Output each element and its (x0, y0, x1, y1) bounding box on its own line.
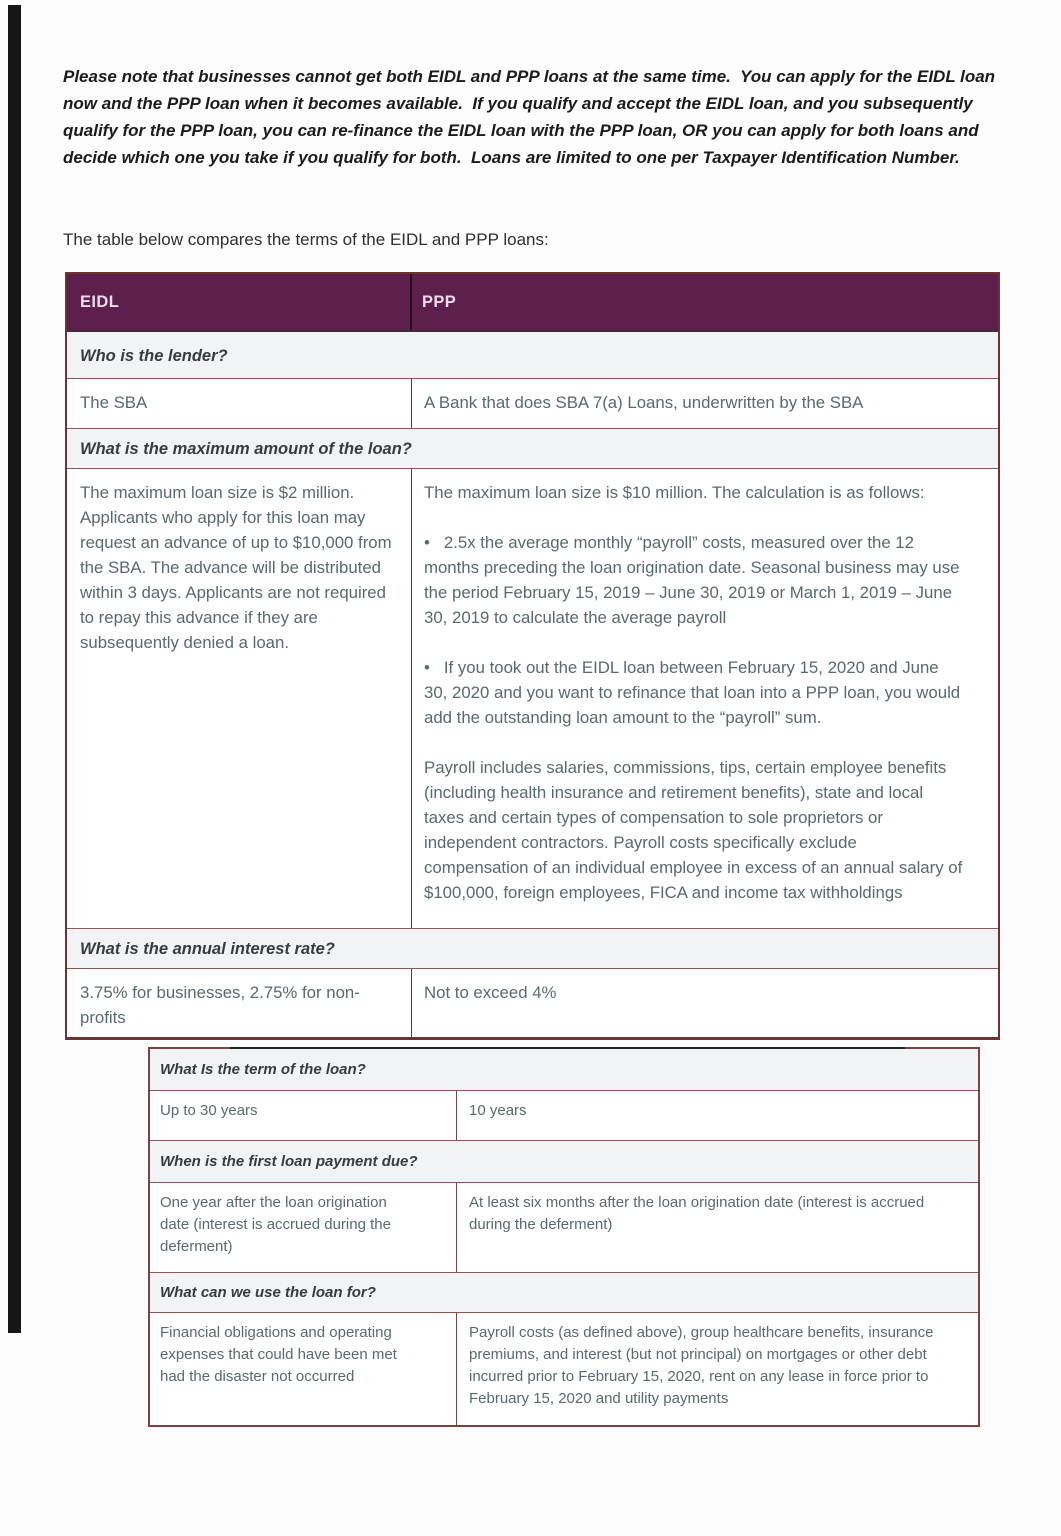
question-row-max-amount: What is the maximum amount of the loan? (67, 429, 998, 469)
answer-cell-ppp-interest-rate: Not to exceed 4% (424, 983, 557, 1002)
answer-cell-ppp-max-amount (412, 469, 998, 928)
question-row-first-payment: When is the first loan payment due? (150, 1141, 978, 1183)
ppp-max-payroll-note: Payroll includes salaries, commissions, tips, certain employee benefits (including health insurance and retirement benefits), state and local taxes and certain types of compensation to sole proprietors or independent contractors. Payroll costs specifically exclude compensation of an individual employee in excess of an annual salary of $100,000, foreign employees, FICA and income tax withholdings (424, 758, 963, 902)
header-cell-eidl: EIDL (67, 274, 412, 330)
header-cell-ppp: PPP (422, 292, 457, 311)
ppp-max-bullet-1: • 2.5x the average monthly “payroll” costs, measured over the 12 months preceding the loan origination date. Seasonal business may use the period February 15, 2019 – June 30, 2019 or March 1, 2019 – June 30, 2019 to calculate the average payroll (424, 533, 960, 627)
answer-row-first-payment (150, 1183, 978, 1273)
question-row-interest-rate: What is the annual interest rate? (67, 929, 998, 969)
loan-comparison-table-continued (148, 1047, 980, 1427)
question-row-loan-use: What can we use the loan for? (150, 1273, 978, 1313)
intro-paragraph: Please note that businesses cannot get both EIDL and PPP loans at the same time. You can apply for the EIDL loan now and the PPP loan when it becomes available. If you qualify and accept the EIDL loan, and you subsequently qualify for the PPP loan, you can re-finance the EIDL loan with the PPP loan, OR you can apply for both loans and decide which one you take if you qualify for both. Loans are limited to one per Taxpayer Identification Number. (63, 67, 1000, 167)
answer-cell-ppp-lender: A Bank that does SBA 7(a) Loans, underwritten by the SBA (424, 393, 864, 412)
scan-edge-bar (8, 5, 21, 1333)
answer-row-max-amount (67, 469, 998, 929)
answer-row-interest-rate (67, 969, 998, 1037)
loan-comparison-table (65, 272, 1000, 1040)
answer-cell-eidl-loan-use: Financial obligations and operating expenses that could have been met had the disaster not occurred (150, 1313, 457, 1425)
answer-cell-eidl-lender: The SBA (67, 379, 412, 428)
question-row-term: What Is the term of the loan? (150, 1049, 978, 1091)
table-header-row (67, 274, 998, 332)
answer-row-lender (67, 379, 998, 429)
answer-row-term (150, 1091, 978, 1141)
answer-cell-ppp-first-payment: At least six months after the loan origination date (interest is accrued during the deferment) (469, 1194, 925, 1233)
answer-cell-eidl-interest-rate: 3.75% for businesses, 2.75% for non-profits (67, 969, 412, 1037)
answer-cell-ppp-term: 10 years (469, 1102, 527, 1119)
ppp-max-bullet-2: • If you took out the EIDL loan between February 15, 2020 and June 30, 2020 and you want to refinance that loan into a PPP loan, you would add the outstanding loan amount to the “payroll” sum. (424, 658, 961, 727)
answer-cell-ppp-loan-use: Payroll costs (as defined above), group healthcare benefits, insurance premiums, and interest (but not principal) on mortgages or other debt incurred prior to February 15, 2020, rent on any lease in force prior to February 15, 2020 and utility payments (469, 1324, 934, 1407)
answer-cell-eidl-max-amount: The maximum loan size is $2 million. Applicants who apply for this loan may request an advance of up to $10,000 from the SBA. The advance will be distributed within 3 days. Applicants are not required to repay this advance if they are subsequently denied a loan. (67, 469, 412, 928)
question-row-lender: Who is the lender? (67, 332, 998, 379)
answer-cell-eidl-first-payment: One year after the loan origination date (interest is accrued during the deferment) (150, 1183, 457, 1272)
table-caption: The table below compares the terms of the EIDL and PPP loans: (63, 230, 549, 249)
table-top-edge-line (230, 1047, 905, 1049)
answer-cell-eidl-term: Up to 30 years (150, 1091, 457, 1140)
answer-row-loan-use (150, 1313, 978, 1425)
ppp-max-intro: The maximum loan size is $10 million. The calculation is as follows: (424, 483, 925, 502)
